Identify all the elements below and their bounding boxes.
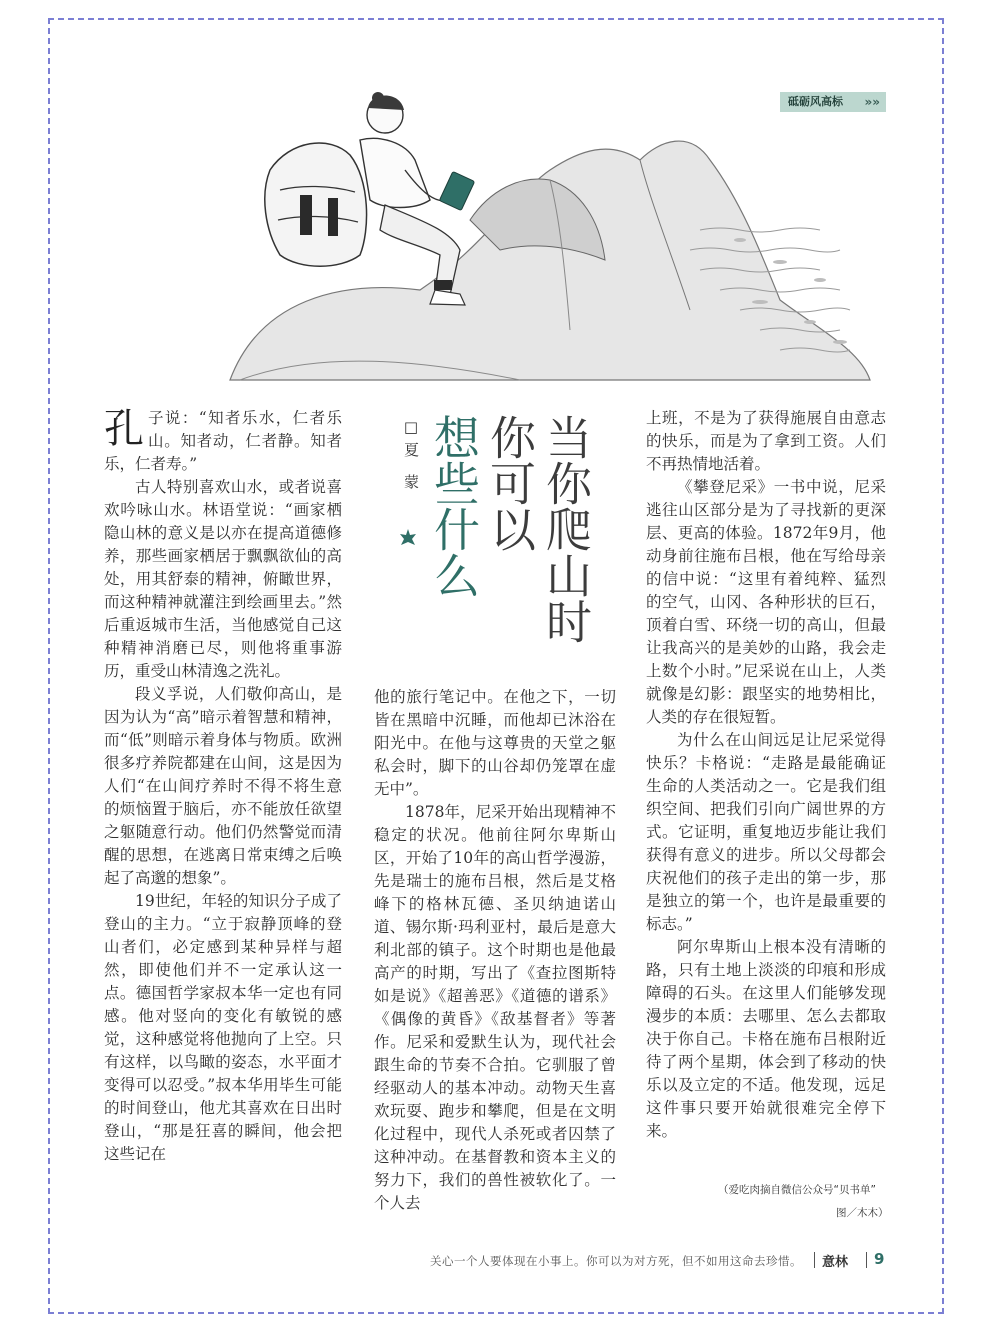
leaf-icon xyxy=(398,528,418,548)
article-column-3 xyxy=(646,407,886,1143)
section-tag-label: 砥砺风高标 xyxy=(788,95,843,108)
paragraph: 为什么在山间远足让尼采觉得快乐？卡格说：“走路是最能确证生命的人类活动之一。它是我们组织空间、把我们引向广阔世界的方式。它证明，重复地迈步能让我们获得有意义的进步。所以父母都会庆祝他们的孩子走出的第一步，那是独立的第一个，也许是最重要的标志。” xyxy=(646,731,886,933)
paragraph: 段义孚说，人们敬仰高山，是因为认为“高”暗示着智慧和精神，而“低”则暗示着身体与物质。欧洲很多疗养院都建在山间，这是因为人们“在山间疗养时不得不将生意的烦恼置于脑后，亦不能放任欲望之躯随意行动。他们仍然警觉而清醒的思想，在逃离日常束缚之后唤起了高邈的想象”。 xyxy=(104,685,342,887)
title-line-3: 想些什么 xyxy=(427,414,481,598)
paragraph-text: 子说：“知者乐水，仁者乐山。知者动，仁者静。知者乐，仁者寿。” xyxy=(104,409,342,473)
footer-quote: 关心一个人要体现在小事上。你可以为对方死，但不如用这命去珍惜。 xyxy=(430,1254,802,1268)
divider xyxy=(866,1252,867,1268)
hiker-illustration xyxy=(220,80,880,410)
paragraph: 他的旅行笔记中。在他之下，一切皆在黑暗中沉睡，而他却已沐浴在阳光中。在他与这尊贵的天堂之躯私会时，脚下的山谷却仍笼罩在虚无中”。 xyxy=(374,688,616,798)
magazine-name: 意林 xyxy=(822,1255,849,1270)
paragraph: 1878年，尼采开始出现精神不稳定的状况。他前往阿尔卑斯山区，开始了10年的高山哲学漫游，先是瑞士的施布吕根，然后是艾格峰下的格林瓦德、圣贝纳迪诺山道、锡尔斯·玛利亚村，最后是意大利北部的镇子。这个时期也是他最高产的时期，写出了《查拉图斯特如是说》《超善恶》《道德的谱系》《偶像的黄昏》《敌基督者》等著作。尼采和爱默生认为，现代社会跟生命的节奏不合拍。它驯服了曾经驱动人的基本冲动。动物天生喜欢玩耍、跑步和攀爬，但是在文明化过程中，现代人杀死或者囚禁了这种冲动。在基督教和资本主义的努力下，我们的兽性被软化了。一个人去 xyxy=(374,803,616,1212)
article-column-1 xyxy=(104,407,342,1166)
chevrons-icon: »» xyxy=(864,95,880,109)
title-block xyxy=(400,410,640,680)
page-number: 9 xyxy=(874,1250,885,1268)
paragraph xyxy=(104,407,342,476)
page-footer xyxy=(430,1251,890,1271)
paragraph: 19世纪，年轻的知识分子成了登山的主力。“立于寂静顶峰的登山者们，必定感到某种异样与超然，即使他们并不一定承认这一点。德国哲学家叔本华一定也有同感。他对竖向的变化有敏锐的感觉，这种感觉将他抛向了上空。只有这样，以鸟瞰的姿态，水平面才变得可以忍受。”叔本华用毕生可能的时间登山，他尤其喜欢在日出时登山，“那是狂喜的瞬间，他会把这些记在 xyxy=(104,892,342,1163)
article-column-2 xyxy=(374,686,616,1215)
author-byline: □夏 蒙 xyxy=(402,418,420,495)
divider xyxy=(814,1252,815,1268)
paragraph: 上班，不是为了获得施展自由意志的快乐，而是为了拿到工资。人们不再热情地活着。 xyxy=(646,409,886,473)
paragraph: 阿尔卑斯山上根本没有清晰的路，只有土地上淡淡的印痕和形成障碍的石头。在这里人们能够发现漫步的本质：去哪里、怎么去都取决于你自己。卡格在施布吕根附近待了两个星期，体会到了移动的快乐以及立定的不适。他发现，远足这件事只要开始就很难完全停下来。 xyxy=(646,938,886,1140)
paragraph: 《攀登尼采》一书中说，尼采逃往山区部分是为了寻找新的更深层、更高的体验。1872年9月，他动身前往施布吕根，他在写给母亲的信中说：“这里有着纯粹、猛烈的空气，山冈、各种形状的巨石，顶着白雪、环绕一切的高山，但最让我高兴的是美妙的山路，我会走上数个小时。”尼采说在山上，人类就像是幻影：跟坚实的地势相比，人类的存在很短暂。 xyxy=(646,478,886,726)
image-credit: 图／木木） xyxy=(836,1207,889,1219)
source-credit: （爱吃肉摘自微信公众号“贝书单” xyxy=(718,1184,876,1196)
title-line-2: 你可以 xyxy=(483,414,537,552)
drop-cap: 孔 xyxy=(104,406,144,452)
title-line-1: 当你爬山时 xyxy=(539,414,593,644)
paragraph: 古人特别喜欢山水，或者说喜欢吟咏山水。林语堂说：“画家栖隐山林的意义是以亦在提高道德修养，那些画家栖居于飘飘欲仙的高处，用其舒泰的精神，俯瞰世界，而这种精神就灌注到绘画里去。”然后重返城市生活，当他感觉自己这种精神消磨已尽，则他将重事游历，重受山林清逸之洗礼。 xyxy=(104,478,342,680)
